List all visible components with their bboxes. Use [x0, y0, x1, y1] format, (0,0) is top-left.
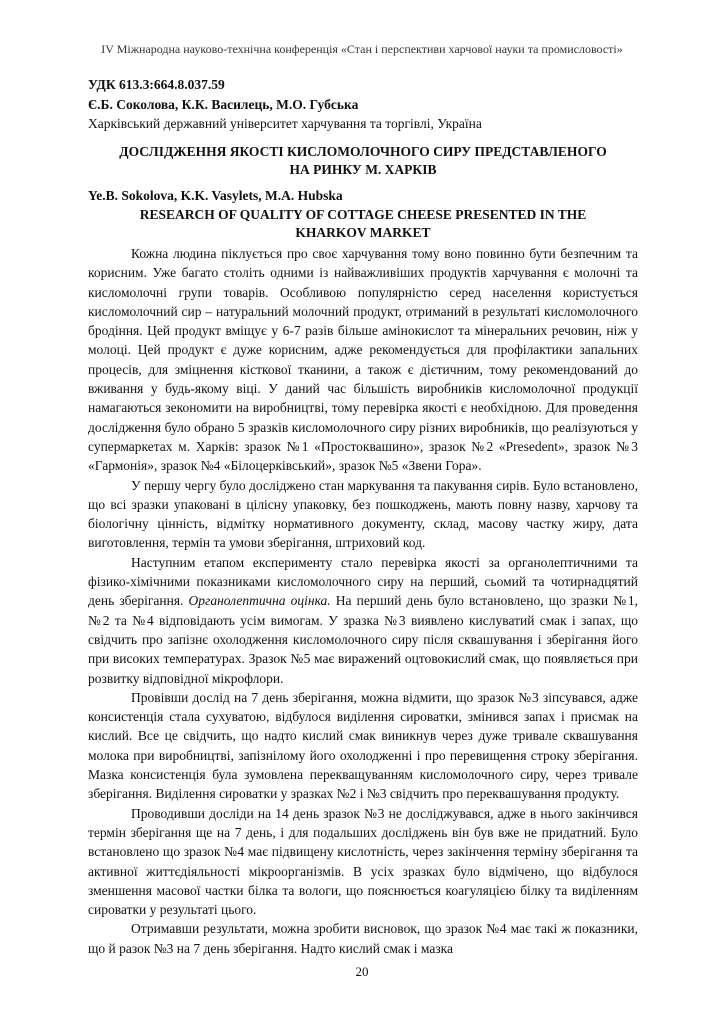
title-ukrainian-line-2: НА РИНКУ М. ХАРКІВ [289, 162, 437, 177]
authors-english: Ye.B. Sokolova, K.K. Vasylets, M.A. Hubska [88, 188, 343, 203]
paragraph-3 [88, 553, 638, 688]
affiliation: Харківський державний університет харчування та торгівлі, Україна [88, 116, 482, 131]
title-english-line-1: RESEARCH OF QUALITY OF COTTAGE CHEESE PRESENTED IN THE [139, 207, 587, 222]
paragraph-5: Проводивши досліди на 14 день зразок №3 не досліджувався, адже в нього закінчився термін зберігання ще на 7 день, і для подальших досліджень він був вже не придатний. Було встановлено що зразок №4 має підвищену кислотність, через закінчення терміну зберігання та активної життєдіяльності мікроорганізмів. В усіх зразках було відмічено, що відбулося зменшення масової частки білка та вологи, що пояснюється коагуляцією білку та виділенням сироватки у результаті цього. [88, 805, 638, 918]
paragraph-6: Отримавши результати, можна зробити висновок, що зразок №4 має такі ж показники, що й разок №3 на 7 день зберігання. Надто кислий смак і мазка [88, 921, 638, 956]
udc-code: УДК 613.3:664.8.037.59 [88, 77, 225, 92]
paragraph-2: У першу чергу було досліджено стан маркування та пакування сирів. Було встановлено, що всі зразки упаковані в цілісну упаковку, без пошкоджень, мають повну назву, харчову та біологічну цінність, відмітку нормативного документу, склад, масову частку жиру, дата виготовлення, термін та умови зберігання, штриховий код. [88, 477, 638, 551]
running-head: IV Міжнародна науково-технічна конференція «Стан і перспективи харчової науки та промисловості» [101, 42, 623, 56]
body-text [88, 244, 638, 958]
title-english [88, 206, 638, 242]
title-english-line-2: KHARKOV MARKET [295, 225, 431, 240]
paragraph-4: Провівши дослід на 7 день зберігання, можна відмити, що зразок №3 зіпсувався, адже консистенція стала сухуватою, відбулося виділення сироватки, змінився запах і присмак на кислий. Все це свідчить, що надто кислий смак виникнув через дуже тривале сквашування молока при виробництві, запізнілому його охолодженні і про перевищення строку зберігання. Мазка консистенція була зумовлена перекващуванням кисломолочного сиру, через тривале зберігання. Виділення сироватки у зразках №2 і №3 свідчить про переквашування продукту. [88, 689, 638, 802]
page-number: 20 [355, 964, 369, 979]
paragraph-1: Кожна людина піклується про своє харчування тому воно повинно бути безпечним та корисним. Уже багато століть одними із найважливіших продуктів харчування є молочні та кисломолочні групи товарів. Особливою популярністю серед населення користується кисломолочний сир – натуральний молочний продукт, отриманий в результаті кисломолочного бродіння. Цей продукт вміщує у 6-7 разів більше амінокислот та мінеральних речовин, ніж у молоці. Цей продукт є дуже корисним, адже рекомендується для профілактики запальних процесів, для зміцнення кісткової тканини, а також є дієтичним, тому рекомендований до вживання у будь-якому віці. У даний час більшість виробників кисломолочної продукції намагаються зекономити на виробництві, тому перевірка якості є необхідною. Для проведення дослідження було обрано 5 зразків кисломолочного сиру різних виробників, що реалізуються у супермаркетах м. Харків: зразок №1 «Простоквашино», зразок №2 «Presedent», зразок №3 «Гармонія», зразок №4 «Білоцерківський», зразок №5 «Звени Гора». [88, 246, 638, 474]
title-ukrainian [88, 143, 638, 179]
paragraph-3-text-b: На перший день було встановлено, що зразки №1, №2 та №4 відповідають усім вимогам. У зразка №3 виявлено кислуватий смак і запах, що свідчить про запізнє охолодження кисломолочного сиру після сквашування і зберігання його при високих температурах. Зразок №5 має виражений оцтовокислий смак, що появляється при розвитку відповідної мікрофлори. [88, 593, 638, 686]
title-ukrainian-line-1: ДОСЛІДЖЕННЯ ЯКОСТІ КИСЛОМОЛОЧНОГО СИРУ ПРЕДСТАВЛЕНОГО [119, 144, 607, 159]
authors-ukrainian: Є.Б. Соколова, К.К. Василець, М.О. Губська [88, 97, 359, 112]
organoleptic-assessment-term: Органолептична оцінка. [188, 593, 331, 609]
paragraph-3-text-a: Наступним етапом експерименту стало перевірка якості за органолептичними та фізико-хімічними показниками кисломолочного сиру на перший, сьомий та чотирнадцятий день зберігання. [88, 554, 638, 609]
